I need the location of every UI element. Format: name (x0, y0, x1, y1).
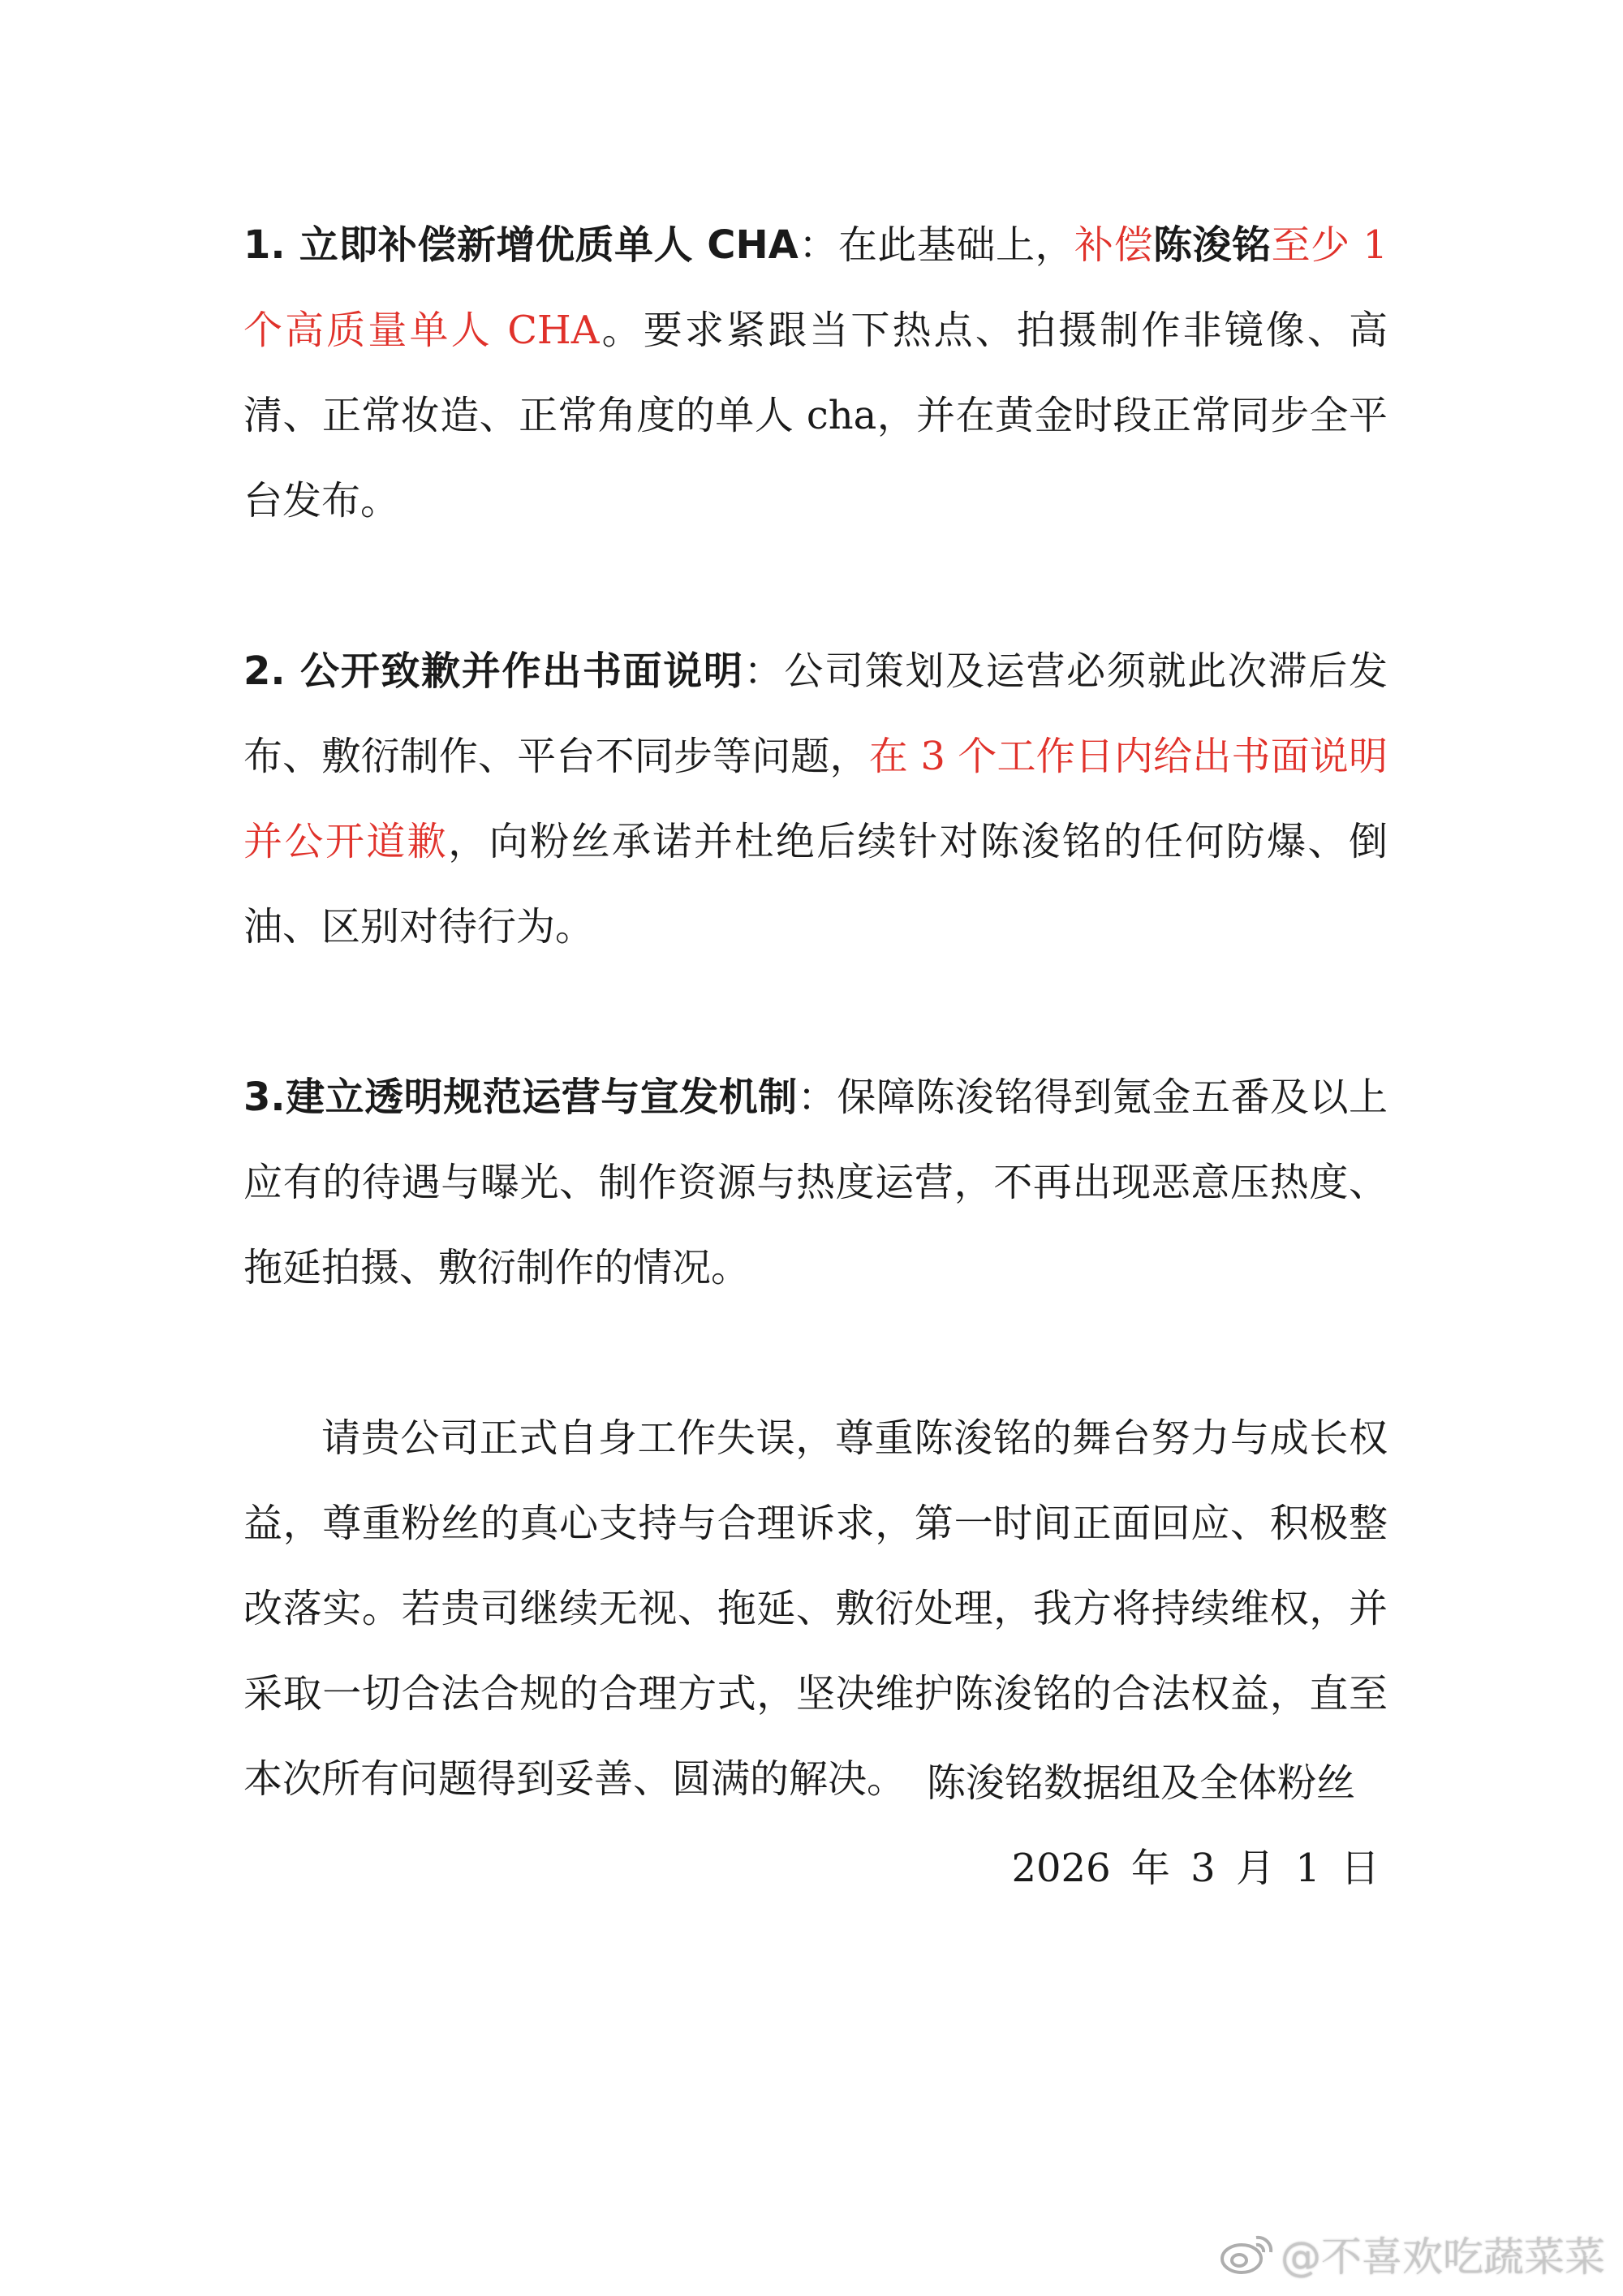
closing-paragraph: 请贵公司正式自身工作失误，尊重陈浚铭的舞台努力与成长权益，尊重粉丝的真心支持与合理诉求，第一时间正面回应、积极整改落实。若贵司继续无视、拖延、敷衍处理，我方将持续维权，并采取一切合法合规的合理方式，坚决维护陈浚铭的合法权益，直至本次所有问题得到妥善、圆满的解决。 (243, 1415, 1388, 1802)
item-1-red-a: 补偿 (1074, 222, 1154, 268)
item-3-text-a: 保障陈浚铭得到氪金五番及以上应有的待遇与曝光、制作资源与热度运营，不再出现恶意压热度、拖延拍摄、敷衍制作的情况。 (243, 1075, 1388, 1290)
item-2-heading: 2. 公开致歉并作出书面说明 (243, 648, 744, 694)
item-1-colon: ： (798, 222, 838, 268)
watermark-text: @不喜欢吃蔬菜菜 (1281, 2234, 1605, 2281)
item-3-heading: 3.建立透明规范运营与宣发机制 (243, 1075, 798, 1120)
weibo-icon (1219, 2231, 1276, 2277)
item-1-heading: 1. 立即补偿新增优质单人 CHA (243, 222, 799, 268)
item-2 (243, 629, 1388, 970)
item-2-text-a: 公司策划及运营必须就此次滞后发布、敷衍制作、平台不同步等问题， (243, 648, 1388, 779)
document-body (243, 203, 1388, 1822)
item-1-name: 陈浚铭 (1153, 222, 1272, 268)
item-2-red-a: 在 3 个工作日内给出书面说明并公开道歉 (243, 734, 1388, 864)
item-1 (243, 203, 1388, 544)
item-3 (243, 1055, 1388, 1311)
watermark (1219, 2225, 1605, 2283)
item-2-colon: ： (743, 648, 785, 694)
item-1-red-b: 至少 1 个高质量单人 CHA (243, 222, 1388, 353)
signature: 陈浚铭数据组及全体粉丝 (926, 1760, 1355, 1806)
item-3-colon: ： (797, 1075, 837, 1120)
item-1-text-b: 。要求紧跟当下热点、拍摄制作非镜像、高清、正常妆造、正常角度的单人 cha，并在黄金时段正常同步全平台发布。 (243, 308, 1388, 523)
item-2-text-b: ，向粉丝承诺并杜绝后续针对陈浚铭的任何防爆、倒油、区别对待行为。 (243, 819, 1388, 950)
item-1-text-a: 在此基础上， (837, 222, 1074, 268)
date: 2026 年 3 月 1 日 (1011, 1846, 1380, 1891)
